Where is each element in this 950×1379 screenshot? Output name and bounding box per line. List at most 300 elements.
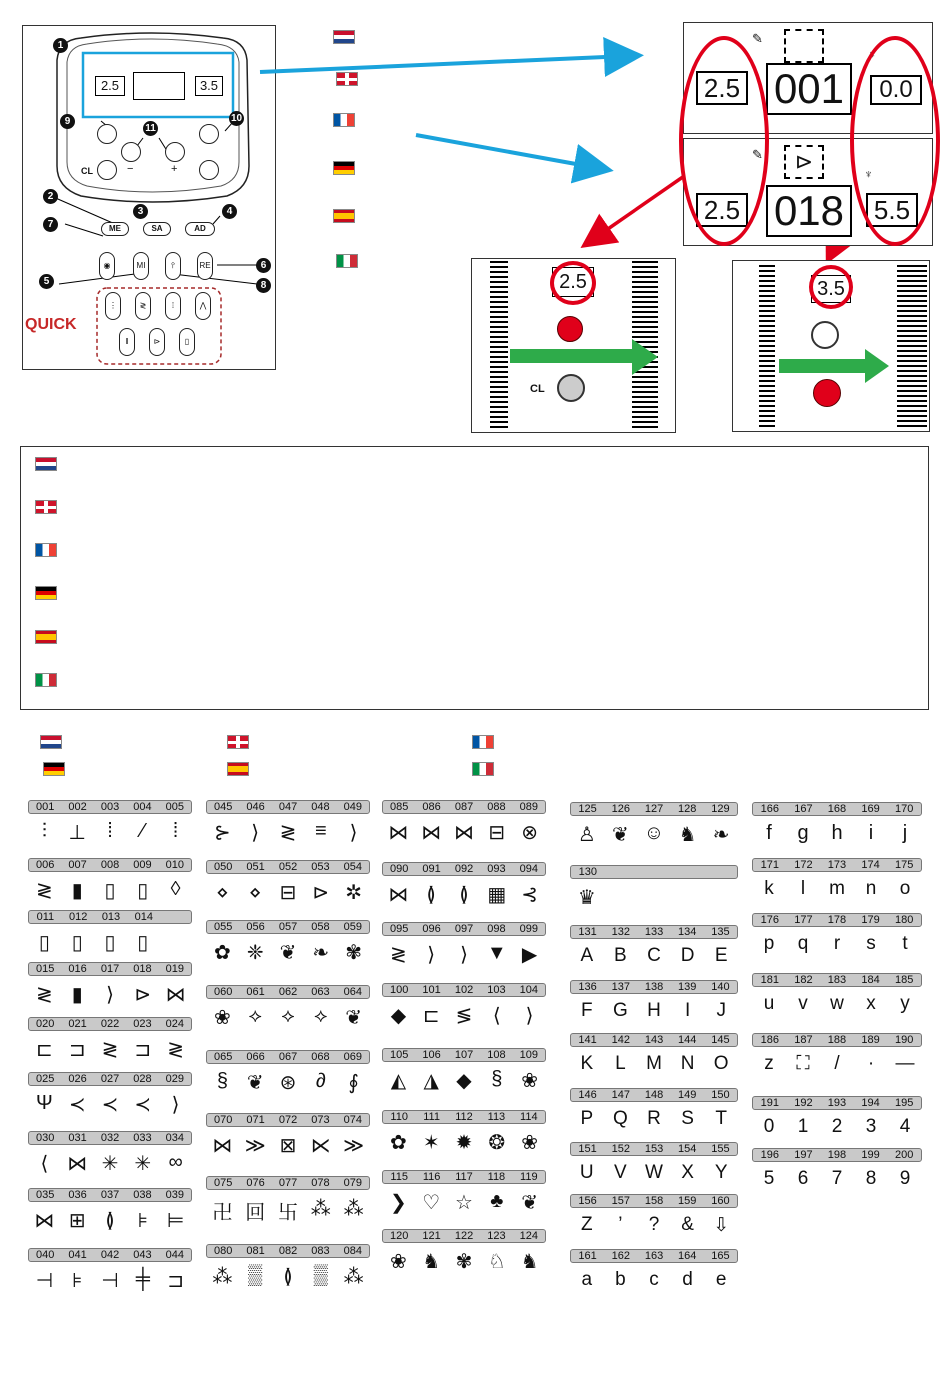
stitch-number: 138 [644,981,664,993]
stitch-symbol: ❀ [521,1070,538,1092]
stitch-symbol: 7 [831,1168,843,1189]
stitch-header-row [206,1176,370,1190]
stitch-number: 054 [343,861,362,873]
stitch-number: 124 [519,1230,538,1242]
re-button[interactable]: RE [197,252,213,280]
stitch-symbol: ∂ [315,1070,326,1092]
stitch-symbol: ✿ [390,1132,407,1154]
stitch-header-row [382,1110,546,1124]
stitch-number: 115 [390,1171,408,1183]
callout-3: 3 [133,204,148,219]
stitch-symbol: U [579,1162,594,1183]
stitch-number: 190 [894,1034,914,1046]
stitch-symbol: ◆ [390,1005,407,1027]
stitch-symbol: u [763,993,775,1014]
stitch-header-row [752,973,922,987]
stitch-number: 178 [827,914,847,926]
stitch-symbol: ⋈ [453,822,474,844]
stitch-symbol: ⁂ [343,1198,364,1220]
stitch-symbol: ⋈ [212,1135,233,1157]
stitch-number: 111 [423,1111,440,1123]
stitch-number: 050 [214,861,233,873]
stitch-number: 126 [611,803,630,815]
stitch-symbol: ▯ [38,932,50,954]
stitch-symbol: ♞ [520,1251,539,1273]
stitch-number: 141 [578,1034,597,1046]
stitch-number: 154 [678,1143,697,1155]
stitch-symbol: ⟡ [314,1005,328,1027]
stitch-symbol: ≷ [167,1039,184,1061]
ad-button[interactable]: AD [185,222,215,236]
stitch-symbol: § [491,1068,503,1090]
stitch-symbol: § [216,1070,228,1092]
stitch-symbol: J [716,1000,726,1021]
tension-icon: ♆ [868,47,877,61]
callout-10: 10 [230,113,243,124]
stitch-number: 010 [165,859,184,871]
stitch-symbol: / [834,1053,840,1074]
stitch-number: 012 [69,911,88,923]
stitch-number: 036 [68,1189,87,1201]
stitch-number: 122 [454,1230,474,1242]
stitch-header-row [206,800,370,814]
stitch-number: 005 [165,801,184,813]
stitch-number: 107 [454,1049,474,1061]
stitch-symbol: ▯ [137,932,149,954]
stitch-number: 147 [611,1089,630,1101]
stitch-symbol: ⋉ [310,1135,331,1157]
stitch-number: 073 [311,1114,330,1126]
stitch-number: 123 [487,1230,506,1242]
needle-position-button[interactable]: ◉ [99,252,115,280]
stitch-symbol: I [684,1000,691,1021]
stitch-header-row [206,1050,370,1064]
stitch-number: 155 [711,1143,730,1155]
stitch-number: 072 [278,1114,298,1126]
stitch-symbol: i [868,822,874,844]
stitch-symbol: ≺ [101,1094,119,1116]
stitch-symbol: ≬ [426,884,436,906]
stitch-number: 121 [422,1230,441,1242]
stitch-header-row [570,802,738,816]
stitch-number: 092 [454,863,474,875]
quick-stretch-button[interactable]: ‖ [119,328,135,356]
stitch-number: 132 [611,926,630,938]
stitch-symbol: ♘ [487,1251,506,1273]
me-button[interactable]: ME [101,222,129,236]
stitch-number: 043 [133,1249,152,1261]
panel-lcd-left: 2.5 [95,76,125,96]
stitch-symbol: ▶ [521,944,538,966]
stitch-symbol: ♣ [490,1190,504,1212]
stitch-header-row [28,910,192,924]
stitch-symbol: e [715,1269,727,1290]
stitch-header-row [752,1033,922,1047]
stitch-header-row [752,1096,922,1110]
stitch-number: 102 [454,984,474,996]
quick-label: QUICK [25,316,77,333]
stitch-number: 144 [678,1034,697,1046]
stitch-symbol: 回 [245,1202,266,1224]
stitch-symbol: ⊏ [36,1039,53,1061]
stitch-symbol: 4 [899,1116,911,1137]
stitch-number: 161 [578,1250,597,1262]
stitch-header-row [206,920,370,934]
stitch-number: 015 [36,963,55,975]
stitch-symbol: ╪ [135,1268,150,1290]
display-bottom-right: 5.5 [866,193,918,227]
stitch-header-row [382,1048,546,1062]
stitch-number: 080 [214,1245,233,1257]
stitch-symbol: ≺ [68,1094,86,1116]
callout-11: 11 [143,121,158,136]
stitch-symbol: p [763,933,775,954]
stitch-symbol: T [715,1108,727,1129]
stitch-symbol: ✾ [455,1251,473,1273]
stitch-symbol: ⊞ [68,1210,86,1232]
stitch-header-row [28,800,192,814]
stitch-header-row [382,1229,546,1243]
stitch-number: 145 [711,1034,730,1046]
callout-5: 5 [39,274,54,289]
stitch-symbol: ⟩ [171,1094,180,1116]
stitch-number: 110 [390,1111,408,1123]
stitch-number: 030 [36,1132,55,1144]
stitch-symbol: ⇩ [713,1215,730,1236]
stitch-number: 183 [827,974,847,986]
stitch-symbol: ✳ [101,1153,119,1175]
quick-zigzag-button[interactable]: ≷ [135,292,151,320]
stitch-symbol: 0 [763,1116,775,1137]
stitch-number: 119 [520,1171,538,1183]
stitch-symbol: ⊐ [68,1039,86,1061]
stitch-number: 053 [311,861,330,873]
stitch-number: 016 [68,963,87,975]
stitch-symbol: ⁂ [343,1266,364,1288]
stitch-symbol: ❦ [279,942,297,964]
minus-label: − [127,163,134,175]
stitch-symbol: ⊳ [134,984,152,1006]
stitch-number: 103 [487,984,506,996]
stitch-number: 129 [711,803,730,815]
stitch-number: 044 [165,1249,184,1261]
presser-foot-icon-2: ✎ [752,147,763,162]
stitch-symbol: ⊧ [71,1270,83,1292]
stitch-number: 040 [36,1249,55,1261]
stitch-header-row [28,858,192,872]
stitch-number: 024 [165,1018,184,1030]
stitch-number: 070 [214,1114,233,1126]
stitch-symbol: m [829,878,845,899]
stitch-symbol: ◆ [456,1070,472,1092]
stitch-number: 067 [278,1051,298,1063]
stitch-symbol: ♡ [422,1192,441,1214]
stitch-symbol: ❀ [390,1251,407,1273]
stitch-number: 195 [894,1097,914,1109]
stitch-number: 151 [578,1143,597,1155]
mi-button[interactable]: MI [133,252,149,280]
quick-straight-button[interactable]: ⋮ [105,292,121,320]
stitch-symbol: ♞ [678,824,697,846]
quick-blind-button[interactable]: ⋀ [195,292,211,320]
stitch-symbol: 8 [865,1168,877,1189]
stitch-symbol: Ψ [36,1092,53,1114]
stitch-number: 056 [246,921,265,933]
stitch-symbol: ⋈ [34,1210,55,1232]
stitch-symbol: ▮ [71,984,83,1006]
stitch-number: 172 [794,859,813,871]
stitch-symbol: ❦ [521,1192,538,1214]
stitch-number: 001 [36,801,55,813]
quick-buttonhole-button[interactable]: ▯ [179,328,195,356]
stitch-number: 189 [861,1034,880,1046]
presser-foot-icon: ✎ [752,31,763,46]
stitch-number: 168 [827,803,847,815]
stitch-number: 175 [894,859,914,871]
stitch-number: 037 [100,1189,120,1201]
stitch-number: 004 [133,801,152,813]
stitch-number: 099 [519,923,538,935]
stitch-symbol: ⊣ [35,1270,54,1292]
stitch-number: 135 [711,926,730,938]
stitch-number: 093 [487,863,506,875]
stitch-symbol: ▯ [137,880,149,902]
stitch-number: 086 [422,801,441,813]
stitch-symbol: g [797,822,809,844]
stitch-number: 158 [644,1195,664,1207]
stitch-symbol: 3 [865,1116,877,1137]
tension-icon-2: ♆ [864,167,873,181]
stitch-number: 058 [311,921,330,933]
stitch-number: 125 [578,803,597,815]
stitch-symbol: ⊥ [68,822,86,844]
stitch-header-row [752,802,922,816]
stitch-symbol: ⋈ [421,822,442,844]
stitch-header-row [206,1244,370,1258]
stitch-symbol: ▒ [248,1264,263,1286]
stitch-number: 035 [36,1189,55,1201]
callout-6: 6 [256,258,271,273]
stitch-symbol: b [615,1269,626,1290]
stitch-number: 177 [794,914,813,926]
stitch-header-row [206,985,370,999]
stitch-header-row [570,1249,738,1263]
stitch-number: 169 [861,803,880,815]
stitch-symbol: ❦ [246,1072,264,1094]
needle-up-down-button[interactable]: ⫯ [165,252,181,280]
stitch-symbol: ≬ [283,1266,293,1288]
stitch-number: 025 [36,1073,55,1085]
stitch-number: 020 [36,1018,55,1030]
stitch-number: 032 [100,1132,120,1144]
stitch-symbol: ≷ [36,880,53,902]
stitch-symbol: ✹ [455,1132,473,1154]
stitch-symbol: ’ [618,1214,623,1235]
plus-label: + [171,163,178,175]
stitch-symbol: ≷ [390,944,407,966]
stitch-symbol: ≶ [455,1005,473,1027]
stitch-header-row [570,925,738,939]
stitch-header-row [28,962,192,976]
stitch-symbol: ≬ [459,884,469,906]
stitch-header-row [206,860,370,874]
stitch-number: 174 [861,859,880,871]
stitch-number: 090 [390,863,409,875]
stitch-symbol: 卐 [277,1202,298,1224]
stitch-symbol: ▒ [313,1264,328,1286]
stitch-number: 089 [519,801,538,813]
stitch-number: 127 [644,803,664,815]
stitch-symbol: ▼ [486,942,507,964]
stitch-header-row [570,980,738,994]
stitch-header-row [570,1194,738,1208]
stitch-symbol: G [613,1000,628,1021]
stitch-symbol: ⟨ [492,1005,501,1027]
stitch-symbol: ⁄ [141,820,145,842]
stitch-symbol: Y [714,1162,728,1183]
stitch-number: 051 [246,861,265,873]
stitch-number: 139 [678,981,697,993]
display-top-left: 2.5 [696,71,748,105]
stitch-symbol: 1 [797,1116,809,1137]
stitch-symbol: ✲ [345,882,362,904]
stitch-symbol: ❯ [390,1192,407,1214]
stitch-symbol: ⟨ [40,1153,49,1175]
stitch-number: 011 [36,911,55,923]
stitch-symbol: L [615,1053,626,1074]
stitch-symbol: n [865,878,877,899]
stitch-number: 159 [678,1195,697,1207]
stitch-symbol: X [681,1162,694,1183]
stitch-header-row [570,1088,738,1102]
stitch-symbol: P [580,1108,594,1129]
stitch-number: 014 [134,911,153,923]
detail-cl-label: CL [530,383,545,395]
stitch-header-row [570,1033,738,1047]
stitch-number: 028 [133,1073,152,1085]
stitch-number: 148 [644,1089,664,1101]
stitch-number: 100 [390,984,409,996]
stitch-number: 079 [343,1177,362,1189]
stitch-number: 117 [455,1171,473,1183]
stitch-symbol: ⊰ [521,884,538,906]
stitch-symbol: x [866,993,876,1014]
stitch-number: 200 [894,1149,914,1161]
stitch-number: 173 [827,859,847,871]
stitch-symbol: 9 [899,1168,911,1189]
stitch-symbol: ♙ [577,824,596,846]
stitch-symbol: D [680,945,695,966]
stitch-number: 019 [165,963,184,975]
stitch-header-row [206,1113,370,1127]
stitch-number: 196 [760,1149,779,1161]
stitch-number: 153 [644,1143,664,1155]
stitch-number: 066 [246,1051,265,1063]
stitch-symbol: ≫ [244,1135,266,1157]
stitch-number: 027 [100,1073,120,1085]
stitch-number: 105 [390,1049,409,1061]
stitch-symbol: f [766,822,772,844]
stitch-number: 045 [214,801,233,813]
stitch-number: 075 [214,1177,233,1189]
stitch-symbol: ≡ [314,820,327,842]
stitch-symbol: h [831,822,843,844]
stitch-number: 018 [133,963,152,975]
stitch-number: 049 [343,801,362,813]
stitch-symbol: ▯ [71,932,83,954]
stitch-number: 003 [100,801,120,813]
stitch-number: 059 [343,921,362,933]
stitch-number: 188 [827,1034,847,1046]
stitch-number: 106 [422,1049,441,1061]
stitch-number: 191 [760,1097,779,1109]
stitch-number: 094 [519,863,538,875]
stitch-number: 160 [711,1195,730,1207]
stitch-symbol: d [682,1269,693,1290]
stitch-symbol: Z [580,1214,593,1235]
stitch-symbol: z [764,1053,774,1074]
sa-button[interactable]: SA [143,222,171,236]
stitch-number: 166 [760,803,779,815]
stitch-header-row [752,913,922,927]
stitch-number: 069 [343,1051,362,1063]
stitch-number: 131 [578,926,597,938]
quick-triple-zigzag-button[interactable]: ⁞ [165,292,181,320]
stitch-symbol: k [764,878,774,899]
stitch-symbol: ≷ [101,1039,119,1061]
stitch-symbol: 2 [831,1116,843,1137]
stitch-symbol: K [580,1053,594,1074]
stitch-symbol: ⊳ [312,882,330,904]
stitch-header-row [382,922,546,936]
stitch-symbol: F [580,1000,593,1021]
stitch-symbol: ◮ [423,1070,439,1092]
stitch-header-row [28,1188,192,1202]
stitch-number: 033 [133,1132,152,1144]
stitch-symbol: t [902,933,908,954]
stitch-number: 149 [678,1089,697,1101]
stitch-symbol: ⊨ [166,1210,185,1232]
stitch-symbol: M [646,1053,662,1074]
stitch-number: 065 [214,1051,233,1063]
stitch-number: 031 [68,1132,87,1144]
stitch-symbol: ≫ [343,1135,365,1157]
stitch-number: 078 [311,1177,330,1189]
stitch-number: 023 [133,1018,152,1030]
stitch-symbol: ⋈ [165,984,186,1006]
stitch-number: 095 [390,923,409,935]
stitch-number: 116 [422,1171,441,1183]
stitch-symbol: ≷ [279,822,297,844]
stitch-symbol: ⟩ [106,984,114,1006]
stitch-number: 192 [794,1097,813,1109]
stitch-number: 042 [100,1249,120,1261]
stitch-symbol: Q [613,1108,628,1129]
stitch-symbol: · [867,1053,875,1074]
stitch-symbol: j [902,822,908,844]
stitch-number: 071 [246,1114,265,1126]
quick-overlock-button[interactable]: ⊳ [149,328,165,356]
display-top-center: 001 [766,63,852,115]
stitch-symbol: N [680,1053,695,1074]
stitch-symbol: ⫶ [41,820,47,842]
callout-7: 7 [43,217,58,232]
stitch-symbol: ⊟ [488,822,506,844]
stitch-symbol: C [647,945,661,966]
stitch-number: 170 [894,803,914,815]
stitch-symbol: ⊗ [521,822,538,844]
stitch-number: 114 [520,1111,538,1123]
